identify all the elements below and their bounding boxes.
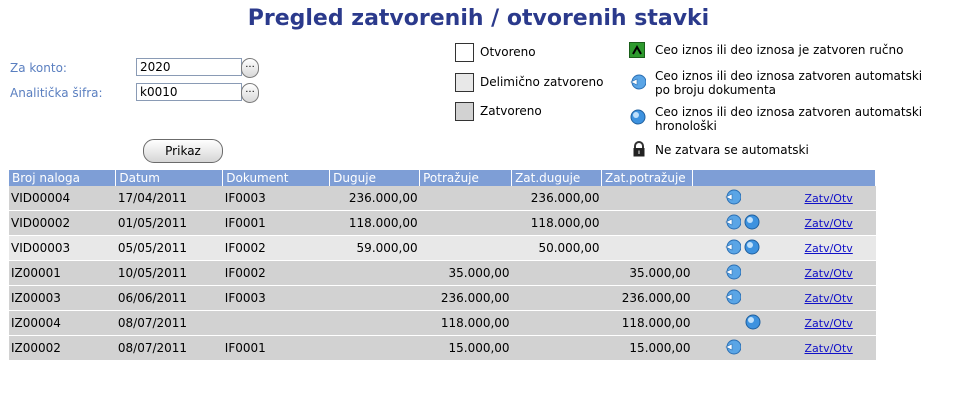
cell-actions	[693, 336, 876, 361]
cell-duguje: 118.000,00	[330, 211, 420, 236]
auto-doc-close-icon	[725, 239, 741, 258]
auto-chrono-close-icon	[745, 314, 761, 333]
legend-auto-chrono-label-2: hronološki	[655, 119, 717, 133]
col-zat-duguje[interactable]: Zat.duguje	[512, 170, 602, 186]
col-actions	[693, 170, 876, 186]
cell-zat-potrazuje: 15.000,00	[602, 336, 693, 361]
sifra-lookup-button[interactable]: ...	[241, 83, 259, 103]
cell-actions	[693, 261, 876, 286]
cell-broj: VID00004	[9, 186, 116, 211]
cell-zat-duguje: 50.000,00	[512, 236, 602, 261]
cell-dokument: IF0001	[223, 336, 330, 361]
legend-auto-doc-label-1: Ceo iznos ili deo iznosa zatvoren automatski	[655, 69, 923, 83]
cell-potrazuje: 236.000,00	[420, 286, 512, 311]
col-zat-potrazuje[interactable]: Zat.potražuje	[602, 170, 693, 186]
cell-zat-duguje: 118.000,00	[512, 211, 602, 236]
cell-zat-duguje	[512, 311, 602, 336]
closed-swatch	[455, 102, 474, 121]
table-row[interactable]	[9, 336, 876, 361]
cell-broj: IZ00001	[9, 261, 116, 286]
table-row[interactable]	[9, 261, 876, 286]
sifra-input[interactable]: k0010	[136, 83, 242, 101]
konto-input[interactable]: 2020	[136, 58, 242, 76]
cell-zat-duguje: 236.000,00	[512, 186, 602, 211]
cell-broj: IZ00002	[9, 336, 116, 361]
row-status-icons	[725, 214, 785, 233]
cell-duguje	[330, 336, 420, 361]
legend-lock-label: Ne zatvara se automatski	[655, 143, 809, 157]
legend-partial-label: Delimično zatvoreno	[480, 75, 604, 89]
row-status-icons	[725, 289, 785, 308]
zatv-otv-link[interactable]: Zatv/Otv	[804, 341, 853, 355]
partial-swatch	[455, 73, 474, 92]
table-header	[9, 170, 876, 186]
auto-doc-close-icon	[630, 74, 646, 90]
cell-duguje: 236.000,00	[330, 186, 420, 211]
konto-lookup-button[interactable]: ...	[241, 58, 259, 78]
col-duguje[interactable]: Duguje	[330, 170, 420, 186]
col-broj-naloga[interactable]: Broj naloga	[9, 170, 116, 186]
zatv-otv-link[interactable]: Zatv/Otv	[804, 241, 853, 255]
col-dokument[interactable]: Dokument	[223, 170, 330, 186]
cell-duguje	[330, 286, 420, 311]
cell-zat-potrazuje	[602, 186, 693, 211]
auto-doc-close-icon	[725, 189, 741, 208]
legend-manual-label: Ceo iznos ili deo iznosa je zatvoren ručno	[655, 43, 904, 57]
table-row[interactable]	[9, 186, 876, 211]
legend-auto-chrono-label-1: Ceo iznos ili deo iznosa zatvoren automatski	[655, 105, 923, 119]
cell-potrazuje: 35.000,00	[420, 261, 512, 286]
cell-broj: IZ00004	[9, 311, 116, 336]
table-row[interactable]	[9, 211, 876, 236]
cell-datum: 08/07/2011	[116, 336, 223, 361]
cell-datum: 06/06/2011	[116, 286, 223, 311]
table-row[interactable]	[9, 286, 876, 311]
cell-dokument: IF0002	[223, 236, 330, 261]
auto-chrono-close-icon	[744, 239, 760, 258]
cell-potrazuje: 15.000,00	[420, 336, 512, 361]
cell-datum: 05/05/2011	[116, 236, 223, 261]
cell-potrazuje	[420, 211, 512, 236]
cell-potrazuje	[420, 236, 512, 261]
cell-dokument: IF0002	[223, 261, 330, 286]
row-status-icons	[725, 314, 785, 333]
open-swatch	[455, 43, 474, 62]
manual-close-icon	[629, 42, 645, 58]
zatv-otv-link[interactable]: Zatv/Otv	[804, 191, 853, 205]
cell-duguje	[330, 261, 420, 286]
cell-duguje: 59.000,00	[330, 236, 420, 261]
cell-zat-potrazuje: 118.000,00	[602, 311, 693, 336]
cell-datum: 01/05/2011	[116, 211, 223, 236]
cell-dokument: IF0001	[223, 211, 330, 236]
cell-zat-potrazuje	[602, 236, 693, 261]
cell-broj: VID00003	[9, 236, 116, 261]
cell-zat-duguje	[512, 336, 602, 361]
cell-potrazuje: 118.000,00	[420, 311, 512, 336]
row-status-icons	[725, 339, 785, 358]
auto-doc-close-icon	[725, 214, 741, 233]
cell-datum: 17/04/2011	[116, 186, 223, 211]
col-potrazuje[interactable]: Potražuje	[420, 170, 512, 186]
cell-actions	[693, 286, 876, 311]
cell-zat-potrazuje	[602, 211, 693, 236]
row-status-icons	[725, 264, 785, 283]
items-table	[9, 170, 876, 361]
cell-broj: IZ00003	[9, 286, 116, 311]
cell-actions	[693, 211, 876, 236]
col-datum[interactable]: Datum	[116, 170, 223, 186]
cell-zat-duguje	[512, 261, 602, 286]
zatv-otv-link[interactable]: Zatv/Otv	[804, 291, 853, 305]
cell-zat-duguje	[512, 286, 602, 311]
cell-broj: VID00002	[9, 211, 116, 236]
page-title: Pregled zatvorenih / otvorenih stavki	[247, 6, 710, 31]
konto-label: Za konto:	[10, 61, 67, 75]
table-row[interactable]	[9, 236, 876, 261]
sifra-label: Analitička šifra:	[10, 86, 103, 100]
cell-duguje	[330, 311, 420, 336]
zatv-otv-link[interactable]: Zatv/Otv	[804, 216, 853, 230]
cell-datum: 10/05/2011	[116, 261, 223, 286]
cell-datum: 08/07/2011	[116, 311, 223, 336]
cell-zat-potrazuje: 236.000,00	[602, 286, 693, 311]
row-status-icons	[725, 189, 785, 208]
zatv-otv-link[interactable]: Zatv/Otv	[804, 316, 853, 330]
prikaz-button[interactable]: Prikaz	[143, 139, 223, 163]
auto-chrono-close-icon	[630, 109, 646, 125]
legend-auto-doc-label-2: po broju dokumenta	[655, 83, 777, 97]
cell-actions	[693, 236, 876, 261]
auto-doc-close-icon	[725, 339, 741, 358]
cell-dokument: IF0003	[223, 286, 330, 311]
cell-actions	[693, 311, 876, 336]
zatv-otv-link[interactable]: Zatv/Otv	[804, 266, 853, 280]
cell-zat-potrazuje: 35.000,00	[602, 261, 693, 286]
legend-closed-label: Zatvoreno	[480, 104, 542, 118]
cell-dokument: IF0003	[223, 186, 330, 211]
lock-icon	[631, 141, 647, 157]
cell-dokument	[223, 311, 330, 336]
auto-doc-close-icon	[725, 264, 741, 283]
auto-doc-close-icon	[725, 289, 741, 308]
auto-chrono-close-icon	[744, 214, 760, 233]
row-status-icons	[725, 239, 785, 258]
legend-open-label: Otvoreno	[480, 45, 536, 59]
cell-potrazuje	[420, 186, 512, 211]
cell-actions	[693, 186, 876, 211]
table-row[interactable]	[9, 311, 876, 336]
